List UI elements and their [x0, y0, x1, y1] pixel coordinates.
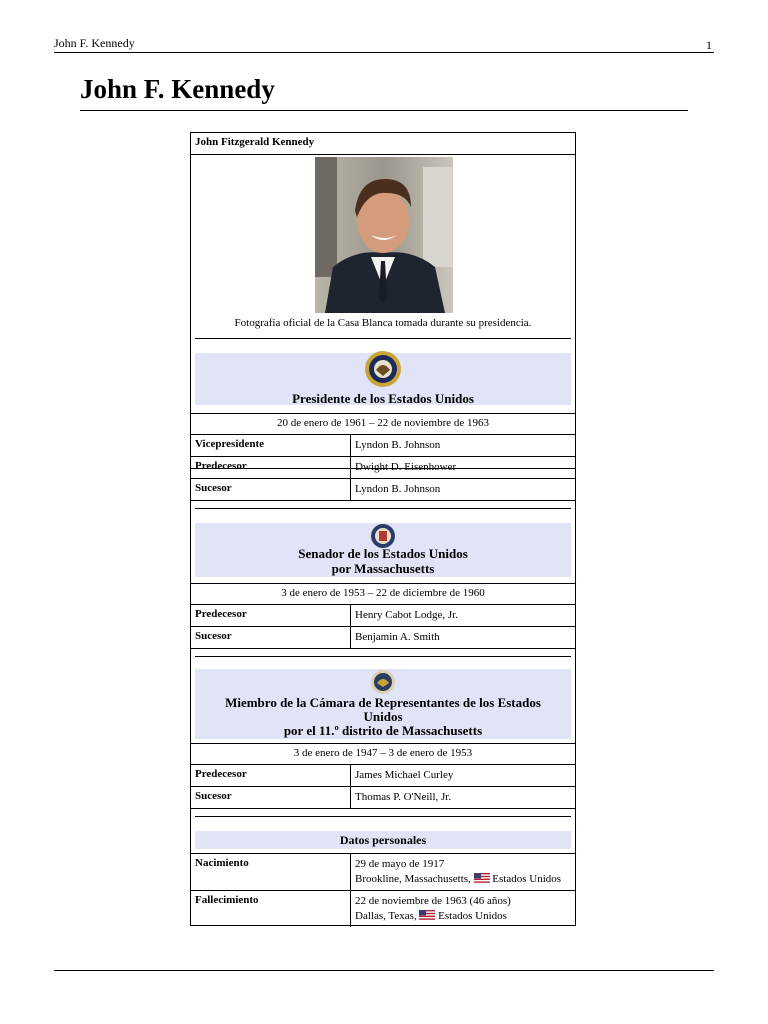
photo-caption: Fotografía oficial de la Casa Blanca tomada durante su presidencia. — [234, 317, 532, 329]
info-row — [191, 479, 575, 501]
infobox-name: John Fitzgerald Kennedy — [191, 133, 575, 155]
info-row — [191, 605, 575, 627]
info-row-birth — [191, 853, 575, 891]
term-dates: 3 de enero de 1947 – 3 de enero de 1953 — [191, 743, 575, 765]
section-divider — [195, 656, 571, 657]
section-title-line1: Senador de los Estados Unidos — [298, 546, 468, 561]
section-title-line2: por Massachusetts — [331, 561, 435, 576]
presidential-seal-icon — [364, 350, 402, 388]
portrait-photo — [315, 157, 453, 313]
row-key: Sucesor — [195, 482, 232, 494]
row-key: Sucesor — [195, 630, 232, 642]
row-key: Predecesor — [195, 608, 247, 620]
section-divider — [195, 816, 571, 817]
article-title: John F. Kennedy — [80, 72, 688, 111]
section-title-line3: por el 11.º distrito de Massachusetts — [283, 723, 483, 738]
term-dates: 20 de enero de 1961 – 22 de noviembre de 1963 — [191, 413, 575, 435]
death-date: 22 de noviembre de 1963 (46 años) — [355, 895, 511, 907]
row-key: Vicepresidente — [195, 438, 265, 450]
row-value: Lyndon B. Johnson — [355, 483, 441, 495]
section-title-line1: Miembro de la Cámara de Representantes de los Estados — [225, 695, 541, 710]
row-key: Fallecimiento — [195, 894, 259, 906]
row-value: Henry Cabot Lodge, Jr. — [355, 609, 458, 621]
row-value: Lyndon B. Johnson — [355, 439, 441, 451]
row-key: Sucesor — [195, 790, 232, 802]
section-divider — [195, 508, 571, 509]
page-number: 1 — [706, 38, 712, 52]
us-flag-icon — [474, 873, 490, 883]
info-row — [191, 787, 575, 809]
us-flag-icon — [419, 910, 435, 920]
section-president — [195, 353, 571, 405]
section-senator — [195, 523, 571, 577]
birth-country: Estados Unidos — [492, 873, 562, 885]
running-header — [54, 34, 714, 53]
row-value — [355, 857, 561, 887]
info-row — [191, 457, 575, 479]
row-value — [355, 894, 511, 924]
house-seal-icon — [370, 669, 396, 695]
row-key: Nacimiento — [195, 857, 249, 869]
section-personal: Datos personales — [195, 831, 571, 849]
row-value: James Michael Curley — [355, 769, 454, 781]
row-value: Thomas P. O'Neill, Jr. — [355, 791, 452, 803]
birth-place: Brookline, Massachusetts, — [355, 873, 471, 885]
row-value: Dwight D. Eisenhower — [355, 461, 457, 473]
row-key: Predecesor — [195, 768, 247, 780]
section-divider — [195, 338, 571, 339]
row-value: Benjamin A. Smith — [355, 631, 440, 643]
section-house — [195, 669, 571, 739]
running-title: John F. Kennedy — [54, 36, 135, 50]
info-row — [191, 435, 575, 457]
section-title: Presidente de los Estados Unidos — [292, 391, 474, 406]
term-dates: 3 de enero de 1953 – 22 de diciembre de 1960 — [191, 583, 575, 605]
footer-rule — [54, 970, 714, 971]
birth-date: 29 de mayo de 1917 — [355, 858, 445, 870]
row-key: Predecesor — [195, 460, 247, 472]
infobox — [190, 132, 576, 926]
info-row — [191, 765, 575, 787]
death-place: Dallas, Texas, — [355, 910, 417, 922]
section-title-line2: Unidos — [363, 709, 403, 724]
info-row — [191, 627, 575, 649]
death-country: Estados Unidos — [438, 910, 507, 922]
info-row-death — [191, 891, 575, 927]
